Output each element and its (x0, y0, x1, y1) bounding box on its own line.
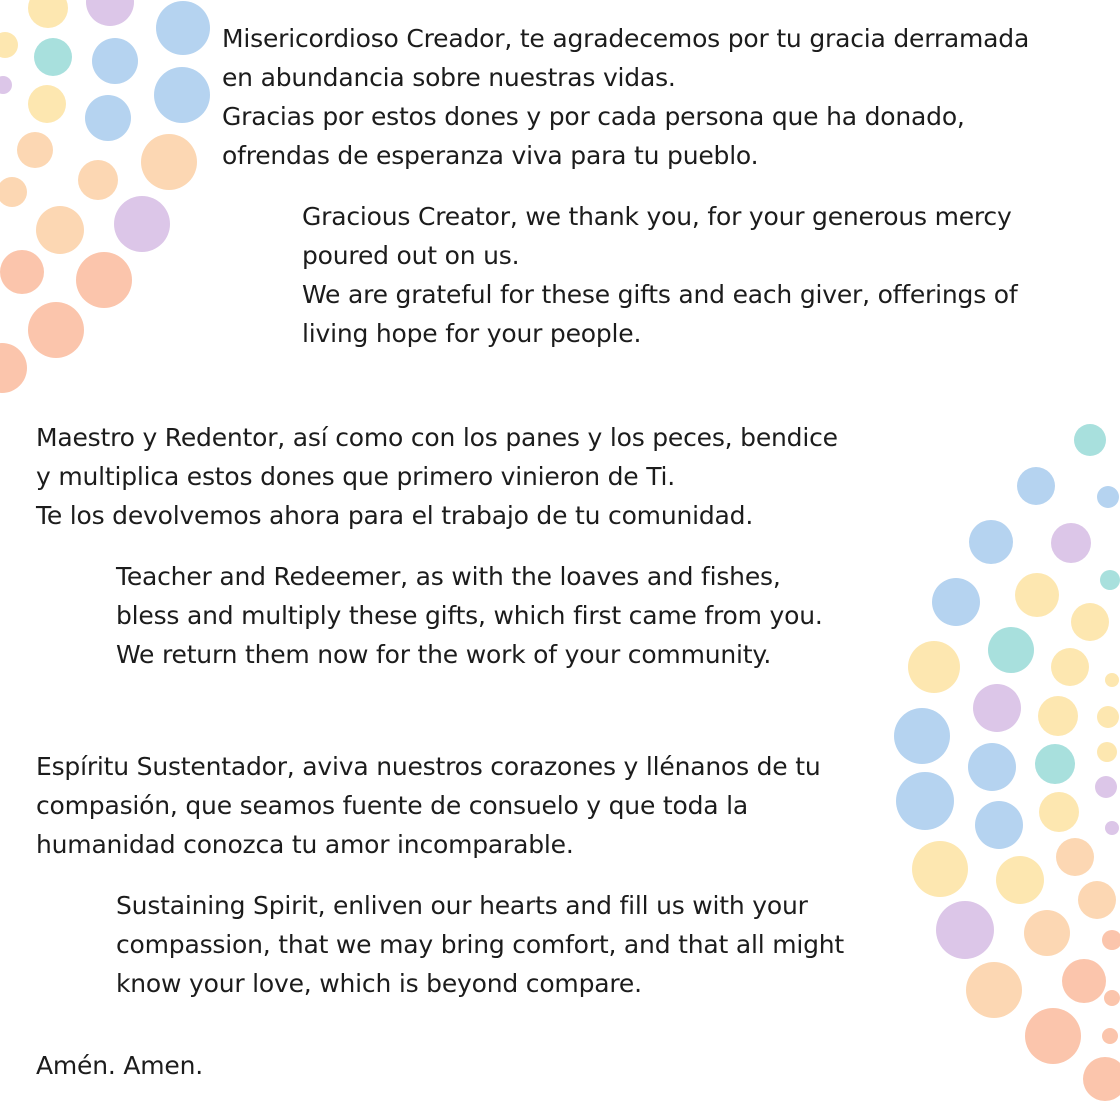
text-line: Espíritu Sustentador, aviva nuestros corazones y llénanos de tu (36, 752, 821, 781)
decorative-dot (968, 743, 1016, 791)
text-line: en abundancia sobre nuestras vidas. (222, 63, 676, 92)
text-line: Sustaining Spirit, enliven our hearts and fill us with your (116, 891, 808, 920)
decorative-dot (1056, 838, 1094, 876)
stanza-3-spanish (36, 747, 820, 864)
decorative-dot (78, 160, 118, 200)
decorative-dot (154, 67, 210, 123)
stanza-3-english (116, 886, 844, 1003)
decorative-dot (932, 578, 980, 626)
decorative-dot (0, 32, 18, 58)
text-line: compasión, que seamos fuente de consuelo y que toda la (36, 791, 748, 820)
decorative-dot (76, 252, 132, 308)
decorative-dot (1071, 603, 1109, 641)
decorative-dot (1105, 673, 1119, 687)
decorative-dot (894, 708, 950, 764)
decorative-dot (1097, 706, 1119, 728)
decorative-dot (1015, 573, 1059, 617)
decorative-dot (1039, 792, 1079, 832)
text-line: y multiplica estos dones que primero vinieron de Ti. (36, 462, 676, 491)
decorative-dot (1025, 1008, 1081, 1064)
text-line: Teacher and Redeemer, as with the loaves and fishes, (116, 562, 781, 591)
text-line: poured out on us. (302, 241, 520, 270)
decorative-dot (896, 772, 954, 830)
text-line: Te los devolvemos ahora para el trabajo de tu comunidad. (36, 501, 754, 530)
decorative-dot (1035, 744, 1075, 784)
decorative-dot (86, 0, 134, 26)
text-line: compassion, that we may bring comfort, and that all might (116, 930, 845, 959)
decorative-dot (36, 206, 84, 254)
decorative-dot (1038, 696, 1078, 736)
decorative-dot (1097, 742, 1117, 762)
decorative-dot (1095, 776, 1117, 798)
text-line: Misericordioso Creador, te agradecemos por tu gracia derramada (222, 24, 1030, 53)
decorative-dot (1074, 424, 1106, 456)
decorative-dot (156, 1, 210, 55)
text-line: Gracious Creator, we thank you, for your generous mercy (302, 202, 1012, 231)
decorative-dot (1102, 1028, 1118, 1044)
decorative-dot (28, 302, 84, 358)
decorative-dot (1102, 930, 1120, 950)
decorative-dot (1062, 959, 1106, 1003)
decorative-dot (1100, 570, 1120, 590)
decorative-dot (114, 196, 170, 252)
decorative-dot (1051, 523, 1091, 563)
stanza-1-spanish (222, 19, 1029, 175)
stanza-1-english (302, 197, 1017, 353)
decorative-dot (973, 684, 1021, 732)
closing-amen: Amén. Amen. (36, 1051, 204, 1080)
decorative-dot (1078, 881, 1116, 919)
decorative-dot (0, 76, 12, 94)
text-line: living hope for your people. (302, 319, 642, 348)
stanza-2-english (116, 557, 823, 674)
decorative-dot (936, 901, 994, 959)
decorative-dot (1024, 910, 1070, 956)
decorative-dot (969, 520, 1013, 564)
text-line: ofrendas de esperanza viva para tu pueblo. (222, 141, 759, 170)
text-line: Maestro y Redentor, así como con los panes y los peces, bendice (36, 423, 838, 452)
decorative-dot (92, 38, 138, 84)
decorative-dot (28, 85, 66, 123)
decorative-dot (28, 0, 68, 28)
decorative-dot (908, 641, 960, 693)
decorative-dot (1104, 990, 1120, 1006)
decorative-dot (912, 841, 968, 897)
decorative-dot (85, 95, 131, 141)
text-line: We return them now for the work of your community. (116, 640, 772, 669)
decorative-dot (17, 132, 53, 168)
decorative-dot (1105, 821, 1119, 835)
decorative-dot (0, 250, 44, 294)
text-line: bless and multiply these gifts, which first came from you. (116, 601, 823, 630)
stanza-2-spanish (36, 418, 838, 535)
decorative-dot (1051, 648, 1089, 686)
decorative-dot (0, 177, 27, 207)
text-line: We are grateful for these gifts and each giver, offerings of (302, 280, 1018, 309)
decorative-dot (996, 856, 1044, 904)
decorative-dot (975, 801, 1023, 849)
decorative-dot (1083, 1057, 1120, 1101)
decorative-dot (988, 627, 1034, 673)
decorative-dot (34, 38, 72, 76)
decorative-dot (1017, 467, 1055, 505)
text-line: Gracias por estos dones y por cada persona que ha donado, (222, 102, 965, 131)
decorative-dot (966, 962, 1022, 1018)
text-line: know your love, which is beyond compare. (116, 969, 642, 998)
decorative-dot (1097, 486, 1119, 508)
decorative-dot (0, 343, 27, 393)
decorative-dot (141, 134, 197, 190)
text-line: humanidad conozca tu amor incomparable. (36, 830, 574, 859)
